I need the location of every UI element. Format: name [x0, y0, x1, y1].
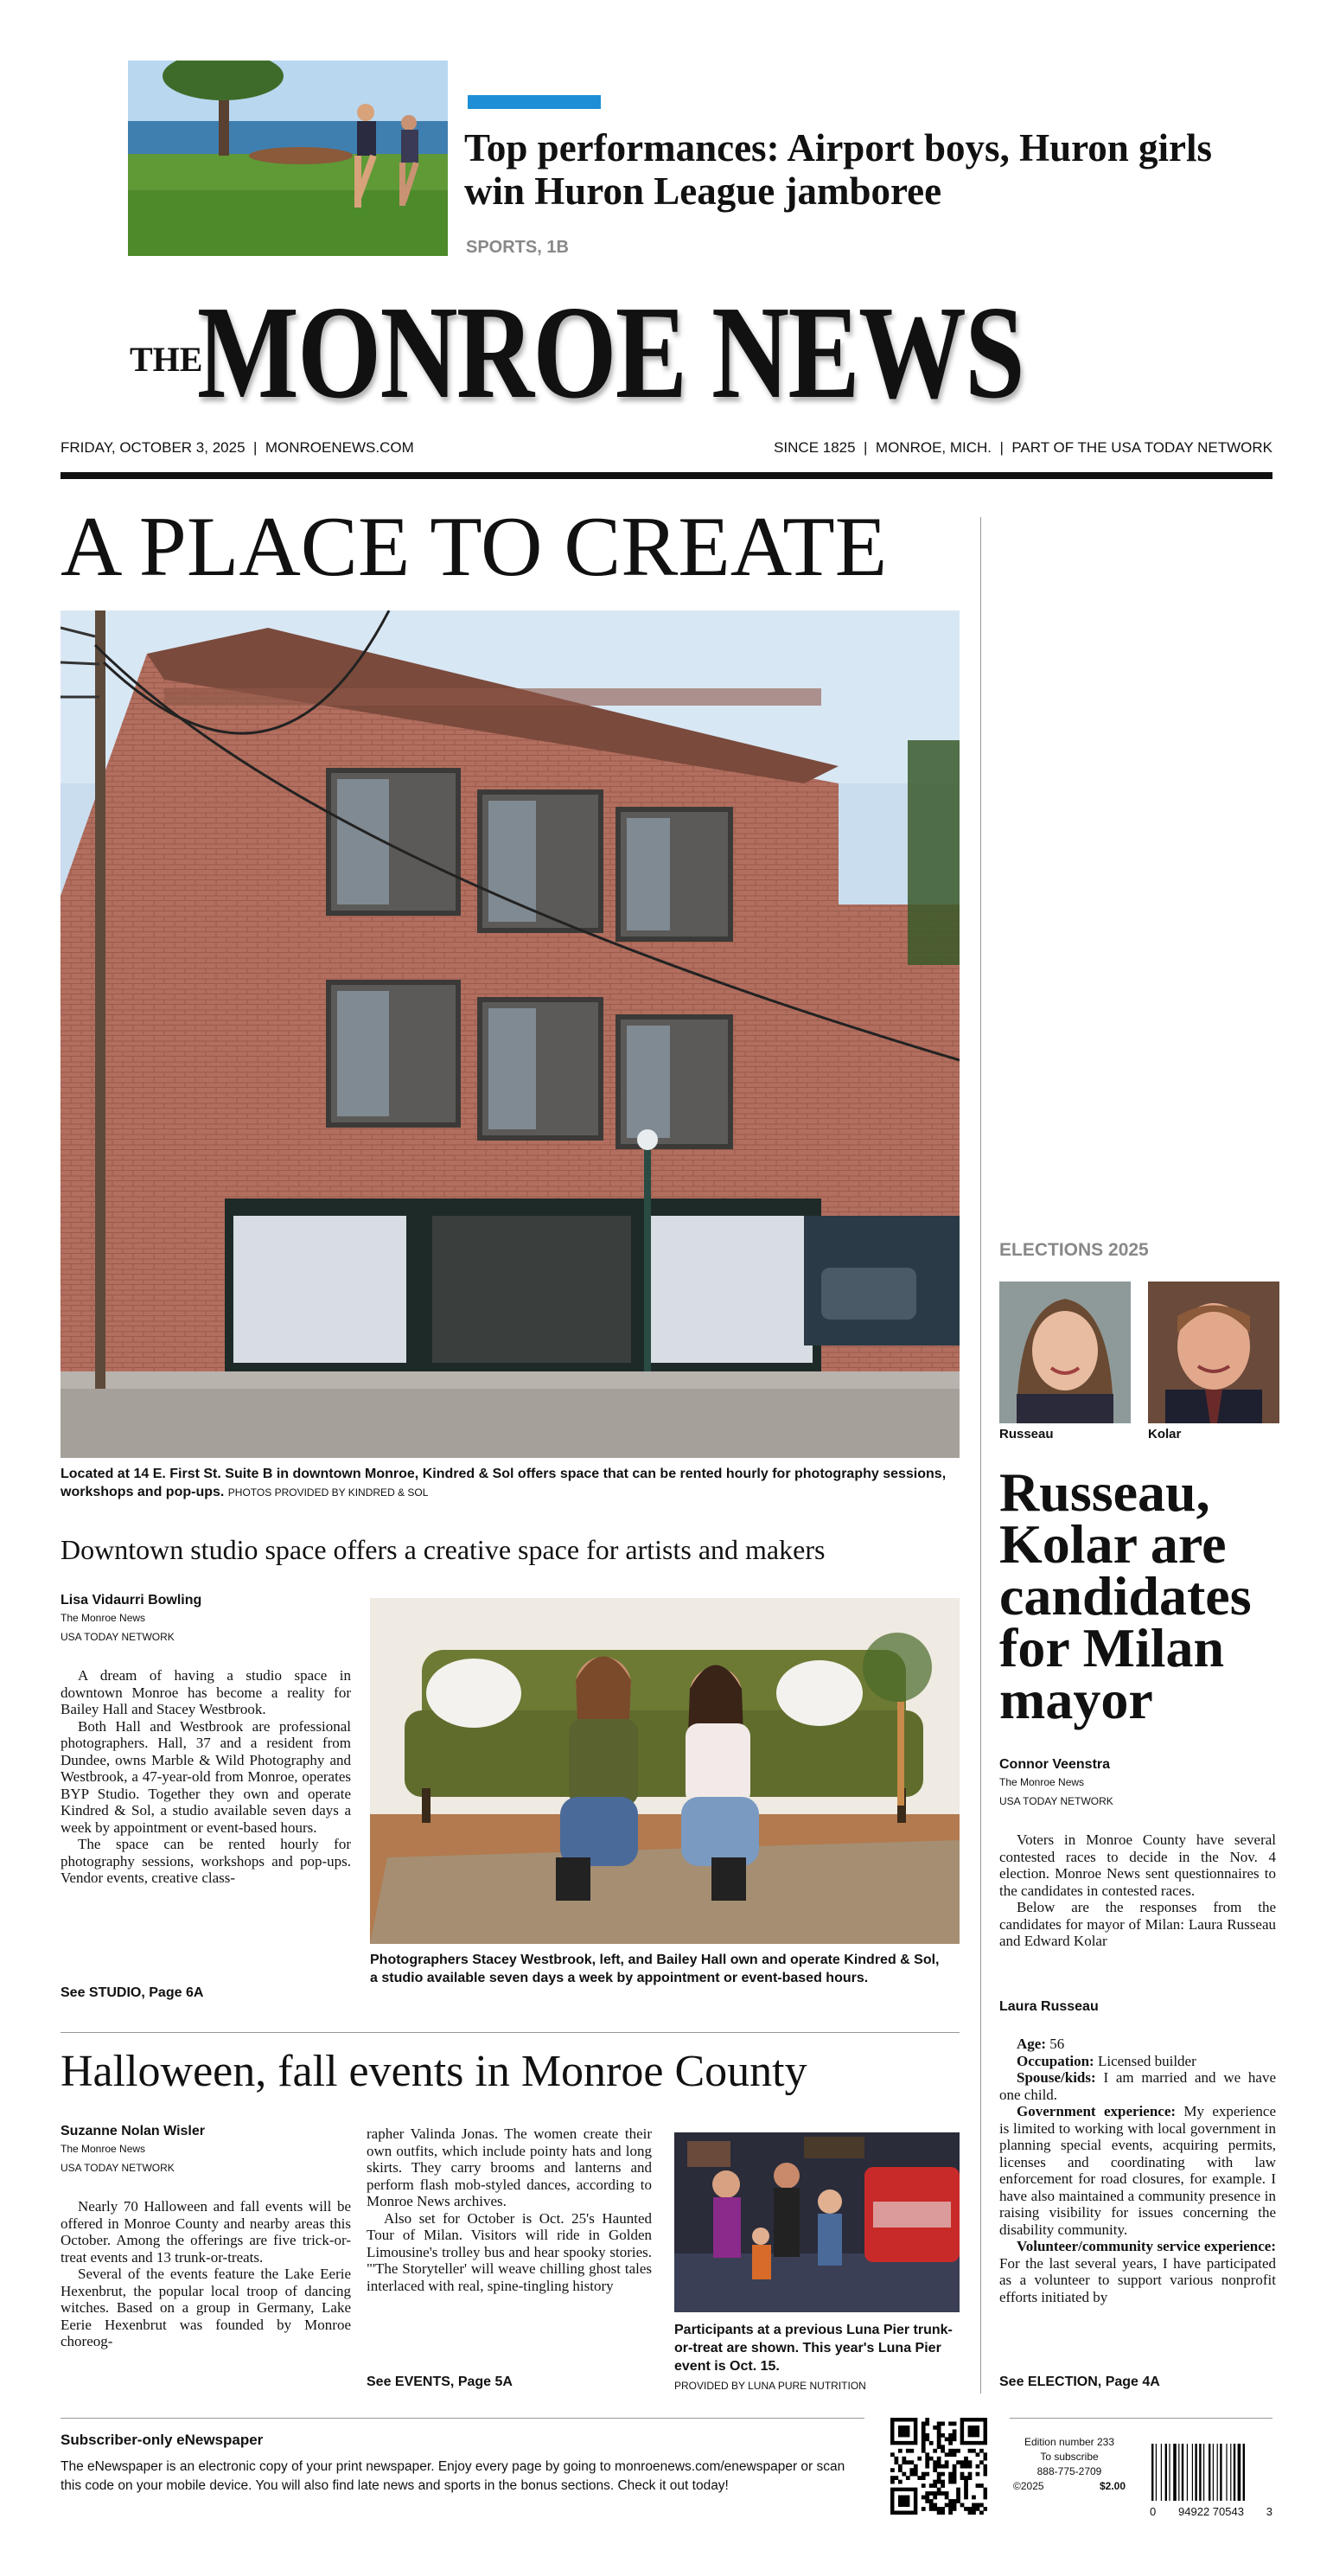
russeau-label: Russeau	[999, 1427, 1054, 1441]
footer-copyright: ©2025	[1013, 2480, 1044, 2492]
elections-paragraph: Voters in Monroe County have several contested races to decide in the Nov. 4 election. Monroe News sent questionnaires to the candidates in contested races.	[999, 1831, 1276, 1899]
masthead-network: PART OF THE USA TODAY NETWORK	[1011, 439, 1272, 456]
masthead-website[interactable]: MONROENEWS.COM	[265, 439, 414, 456]
halloween-headline[interactable]: Halloween, fall events in Monroe County	[61, 2047, 807, 2096]
answer-volunteer: Volunteer/community service experience: For the last several years, I have participated as a volunteer to support various nonprofit efforts initiated by	[999, 2238, 1276, 2305]
lead-headline[interactable]: A PLACE TO CREATE	[61, 500, 888, 594]
answer-age: Age: 56	[1017, 2036, 1065, 2052]
halloween-byline-outlet: The Monroe News	[61, 2143, 146, 2155]
question-label: Spouse/kids:	[1017, 2069, 1096, 2086]
candidate-answers	[999, 2036, 1276, 2305]
halloween-byline-network: USA TODAY NETWORK	[61, 2162, 175, 2174]
lead-photo-caption-text: Located at 14 E. First St. Suite B in downtown Monroe, Kindred & Sol offers space that can be rented hourly for photography sessions, workshops and pop-ups.	[61, 1467, 947, 1499]
lead-photo-2-caption: Photographers Stacey Westbrook, left, and Bailey Hall own and operate Kindred & Sol, a studio available seven days a week by appointment or event-based hours.	[370, 1953, 940, 1985]
footer-price: $2.00	[1099, 2480, 1126, 2492]
barcode-left-digit: 0	[1150, 2505, 1157, 2518]
footer-title[interactable]: Subscriber-only eNewspaper	[61, 2432, 264, 2448]
masthead-since: SINCE 1825	[774, 439, 856, 456]
masthead-date: FRIDAY, OCTOBER 3, 2025	[61, 439, 246, 456]
question-label: Government experience:	[1017, 2103, 1177, 2119]
footer-rule-right	[1010, 2418, 1272, 2419]
teaser-section[interactable]: SPORTS, 1B	[466, 238, 569, 257]
halloween-photo-credit: PROVIDED BY LUNA PURE NUTRITION	[674, 2380, 866, 2392]
answer-spouse: Spouse/kids: I am married and we have one child.	[999, 2069, 1277, 2103]
lead-byline-outlet: The Monroe News	[61, 1612, 146, 1624]
halloween-paragraph: Also set for October is Oct. 25's Haunted Tour of Milan. Visitors will ride in Golden Limousine's trolley bus and hear spooky stories. "'The Storyteller' will weave chilling ghost tales interlaced with real, spine-tingling history	[367, 2209, 652, 2294]
halloween-byline	[61, 2124, 354, 2177]
lead-jump-link[interactable]: See STUDIO, Page 6A	[61, 1985, 204, 2000]
elections-headline[interactable]: Russeau, Kolar are candidates for Milan mayor	[999, 1461, 1252, 1730]
lead-byline-network: USA TODAY NETWORK	[61, 1631, 175, 1643]
teaser-accent-bar	[468, 95, 601, 109]
lead-body	[61, 1667, 351, 1887]
elections-byline-outlet: The Monroe News	[999, 1776, 1085, 1788]
halloween-paragraph-cont: rapher Valinda Jonas. The women create their own outfits, which include pointy hats and long skirts. They carry brooms and lanterns and perform flash mob-styled dances, according to Monroe News archives.	[367, 2125, 652, 2209]
column-divider	[980, 517, 981, 2394]
footer-subscribe: To subscribe	[1040, 2451, 1099, 2463]
teaser-headline[interactable]: Top performances: Airport boys, Huron girls win Huron League jamboree	[464, 126, 1213, 213]
halloween-jump-link[interactable]: See EVENTS, Page 5A	[367, 2375, 513, 2389]
lead-photo-caption	[61, 1465, 960, 1502]
elections-byline-network: USA TODAY NETWORK	[999, 1795, 1113, 1807]
footer-edition-box	[1013, 2435, 1126, 2494]
halloween-photo-caption-text: Participants at a previous Luna Pier trunk-or-treat are shown. This year's Luna Pier event is Oct. 15.	[674, 2323, 953, 2374]
question-label: Occupation:	[1017, 2052, 1094, 2069]
masthead-rule	[61, 472, 1272, 479]
halloween-paragraph: Nearly 70 Halloween and fall events will be offered in Monroe County and nearby areas this October. Among the offerings are five trick-or-treat events and 13 trunk-or-treats.	[61, 2198, 351, 2266]
question-label: Volunteer/community service experience:	[1017, 2238, 1276, 2254]
masthead-dateline: FRIDAY, OCTOBER 3, 2025 | MONROENEWS.COM	[61, 439, 414, 456]
kolar-photo	[1148, 1282, 1279, 1423]
answer-occupation: Occupation: Licensed builder	[1017, 2052, 1196, 2069]
masthead-info: SINCE 1825 | MONROE, MICH. | PART OF THE USA TODAY NETWORK	[774, 439, 1272, 456]
lead-paragraph: Both Hall and Westbrook are professional photographers. Hall, 37 and a resident from Dundee, owns Marble & Wild Photography and Westbrook, a 47-year-old from Monroe, operates BYP Studio. Together they own and operate Kindred & Sol, a studio available seven days a week by appointment or event-based hours.	[61, 1717, 351, 1836]
lead-subhead[interactable]: Downtown studio space offers a creative space for artists and makers	[61, 1534, 826, 1565]
elections-intro	[999, 1831, 1276, 1950]
question-label: Age:	[1017, 2036, 1046, 2052]
candidate-name: Laura Russeau	[999, 1999, 1099, 2014]
barcode-right-digit: 3	[1266, 2505, 1272, 2518]
lead-byline	[61, 1593, 354, 1646]
barcode-number: 94922 70543	[1178, 2505, 1244, 2518]
footer-edition: Edition number 233	[1024, 2436, 1115, 2448]
masthead-location: MONROE, MICH.	[875, 439, 992, 456]
russeau-photo	[999, 1282, 1131, 1423]
kolar-label: Kolar	[1148, 1427, 1182, 1441]
halloween-photo-caption	[674, 2321, 960, 2395]
answer-government: Government experience: My experience is limited to working with local government in planning special events, acquiring permits, licenses and coordinating with law enforcement for road closures, for example. I have also maintained a community presence in raising visibility for issues concerning the disability community.	[999, 2103, 1276, 2238]
halloween-photo	[674, 2132, 960, 2312]
teaser-photo	[128, 61, 448, 256]
lead-photo	[61, 610, 960, 1458]
elections-byline	[999, 1757, 1276, 1811]
halloween-byline-name[interactable]: Suzanne Nolan Wisler	[61, 2124, 205, 2138]
masthead-name: MONROE NEWS	[197, 279, 1024, 426]
lead-photo-credit: PHOTOS PROVIDED BY KINDRED & SOL	[227, 1486, 429, 1499]
lead-paragraph: The space can be rented hourly for photography sessions, workshops and pop-ups. Vendor events, creative class-	[61, 1836, 351, 1886]
barcode	[1150, 2444, 1272, 2518]
footer-phone[interactable]: 888-775-2709	[1036, 2465, 1102, 2477]
lead-photo-2	[370, 1598, 960, 1944]
elections-paragraph: Below are the responses from the candidates for mayor of Milan: Laura Russeau and Edward Kolar	[999, 1899, 1276, 1949]
elections-kicker[interactable]: ELECTIONS 2025	[999, 1240, 1149, 1260]
halloween-col1	[61, 2198, 351, 2350]
qr-code[interactable]	[890, 2418, 987, 2515]
footer-rule	[61, 2418, 864, 2419]
lead-divider	[61, 2032, 960, 2033]
halloween-col2	[367, 2125, 652, 2294]
elections-byline-name[interactable]: Connor Veenstra	[999, 1757, 1111, 1772]
footer-text: The eNewspaper is an electronic copy of your print newspaper. Enjoy every page by going to monroenews.com/enewspaper or scan this code on your mobile device. You will also find late news and sports in the bonus sections. Check it out today!	[61, 2459, 845, 2493]
elections-jump-link[interactable]: See ELECTION, Page 4A	[999, 2375, 1160, 2389]
lead-paragraph: A dream of having a studio space in downtown Monroe has become a reality for Bailey Hall and Stacey Westbrook.	[61, 1667, 351, 1717]
halloween-paragraph: Several of the events feature the Lake Eerie Hexenbrut, the popular local troop of dancing witches. Based on a group in Germany, Lake Eerie Hexenbrut was founded by Monroe choreog-	[61, 2266, 351, 2349]
masthead-the: THE	[130, 340, 203, 379]
lead-byline-name[interactable]: Lisa Vidaurri Bowling	[61, 1593, 202, 1608]
